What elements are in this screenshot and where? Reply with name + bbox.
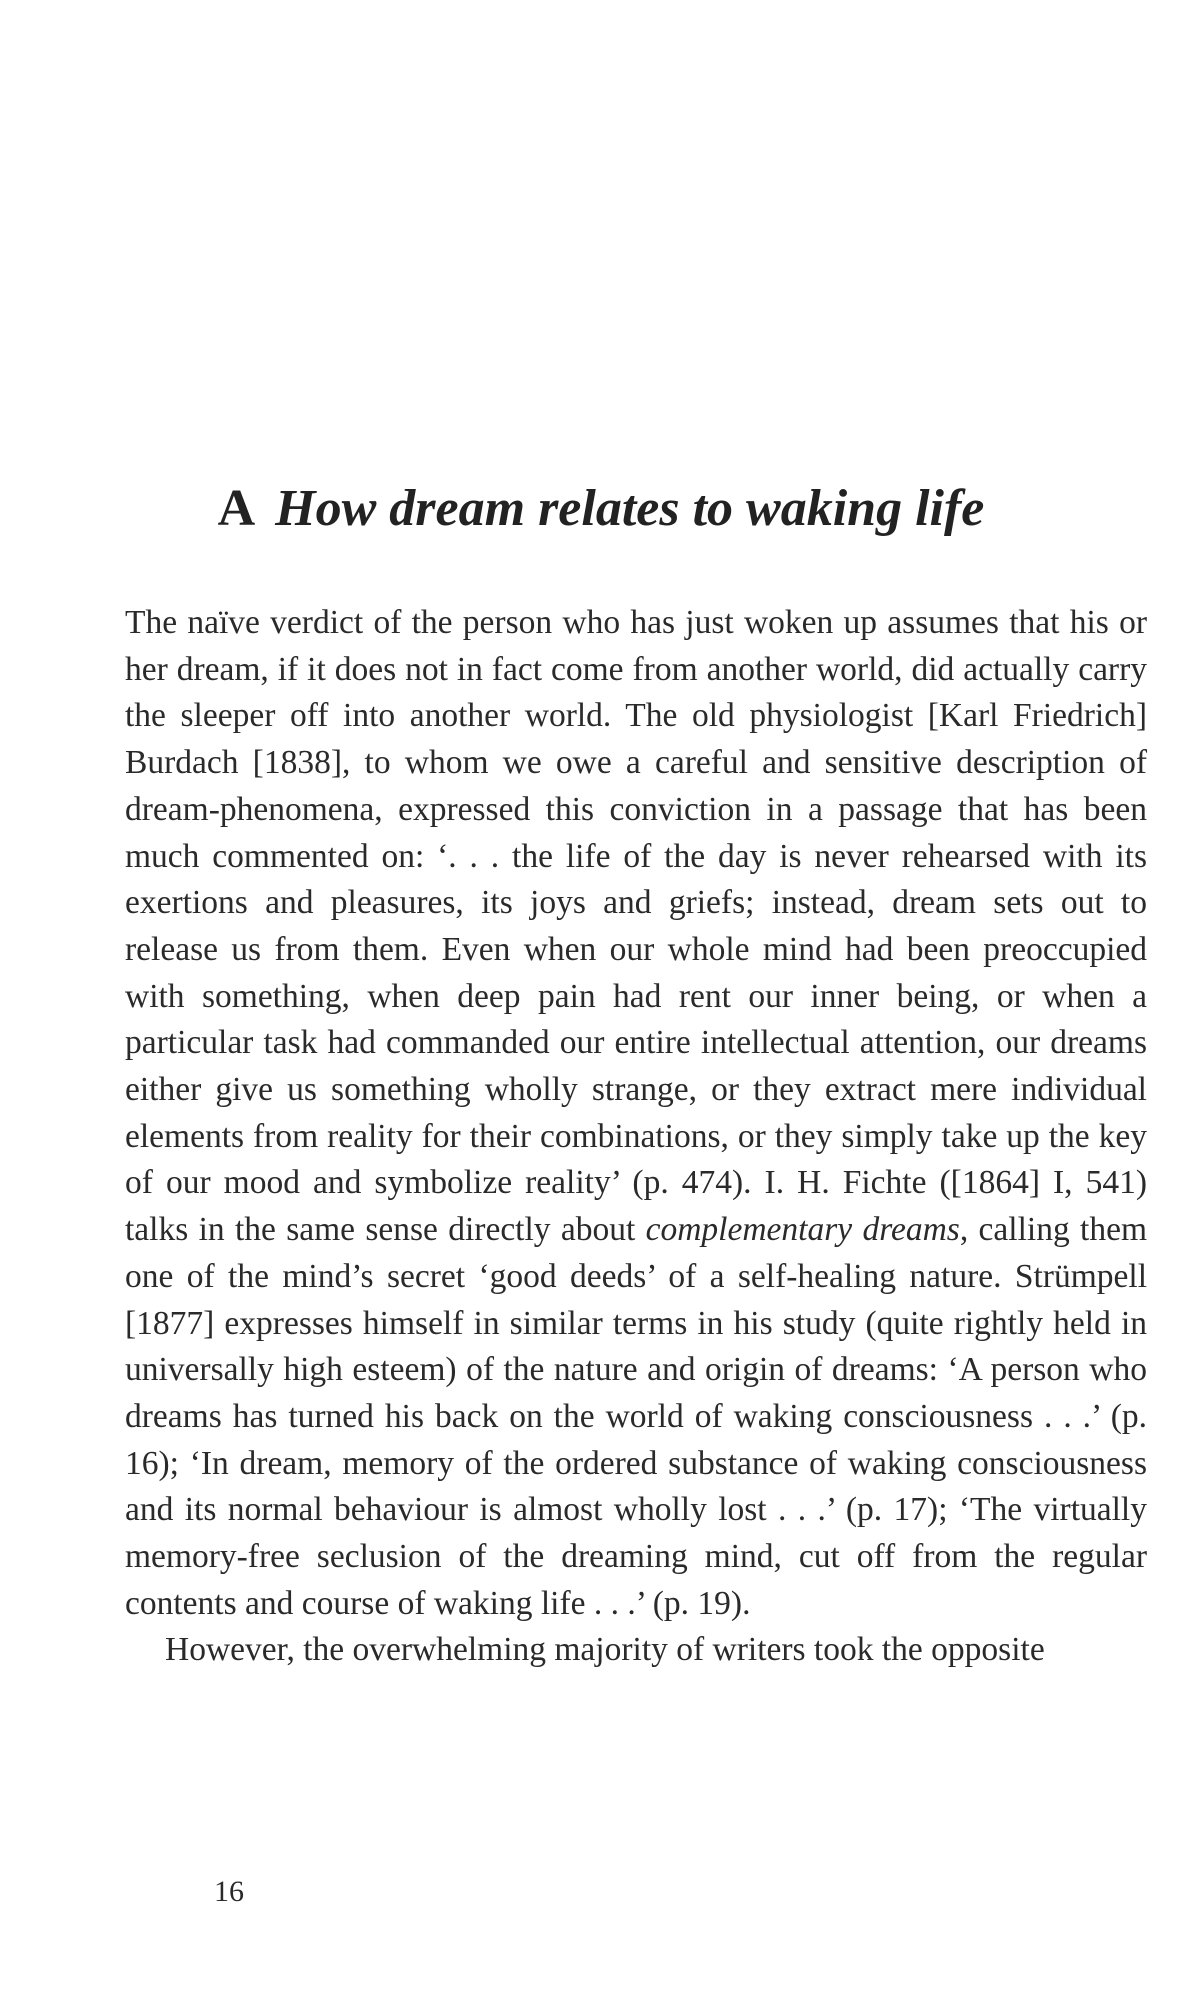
paragraph-1-part-2: , calling them one of the mind’s secret ‘good deeds’ of a self-healing nature. Strümpell [1877] expresses himself in similar terms in his study (quite rightly held in universally high esteem) of the nature and origin of dreams: ‘A person who dreams has turned his back on the world of waking consciousness . . .’ (p. 16); ‘In dream, memory of the ordered substance of waking consciousness and its normal behaviour is almost wholly lost . . .’ (p. 17); ‘The virtually memory-free seclusion of the dreaming mind, cut off from the regular contents and course of waking life . . .’ (p. 19). [125,1211,1148,1622]
emphasis-complementary-dreams: complementary dreams [645,1211,960,1249]
section-title: How dream relates to waking life [275,479,985,537]
section-letter: A [217,479,256,537]
chapter-section-heading [0,477,1202,541]
body-text [125,600,1147,1674]
paragraph-2: However, the overwhelming majority of writers took the opposite [165,1631,1045,1669]
paragraph-1-part-1: The naïve verdict of the person who has just woken up assumes that his or her dream, if it does not in fact come from another world, did actually carry the sleeper off into another world. The old physiologist [Karl Friedrich] Burdach [1838], to whom we owe a careful and sensitive description of dream-phenomena, expressed this conviction in a passage that has been much commented on: ‘. . . the life of the day is never rehearsed with its exertions and pleasures, its joys and griefs; instead, dream sets out to release us from them. Even when our whole mind had been preoccupied with something, when deep pain had rent our inner being, or when a particular task had commanded our entire intellectual attention, our dreams either give us something wholly strange, or they extract mere individual elements from reality for their combinations, or they simply take up the key of our mood and symbolize reality’ (p. 474). I. H. Fichte ([1864] I, 541) talks in the same sense directly about [125,604,1147,1249]
page-number: 16 [214,1875,244,1908]
paragraph-1 [125,600,1147,1627]
